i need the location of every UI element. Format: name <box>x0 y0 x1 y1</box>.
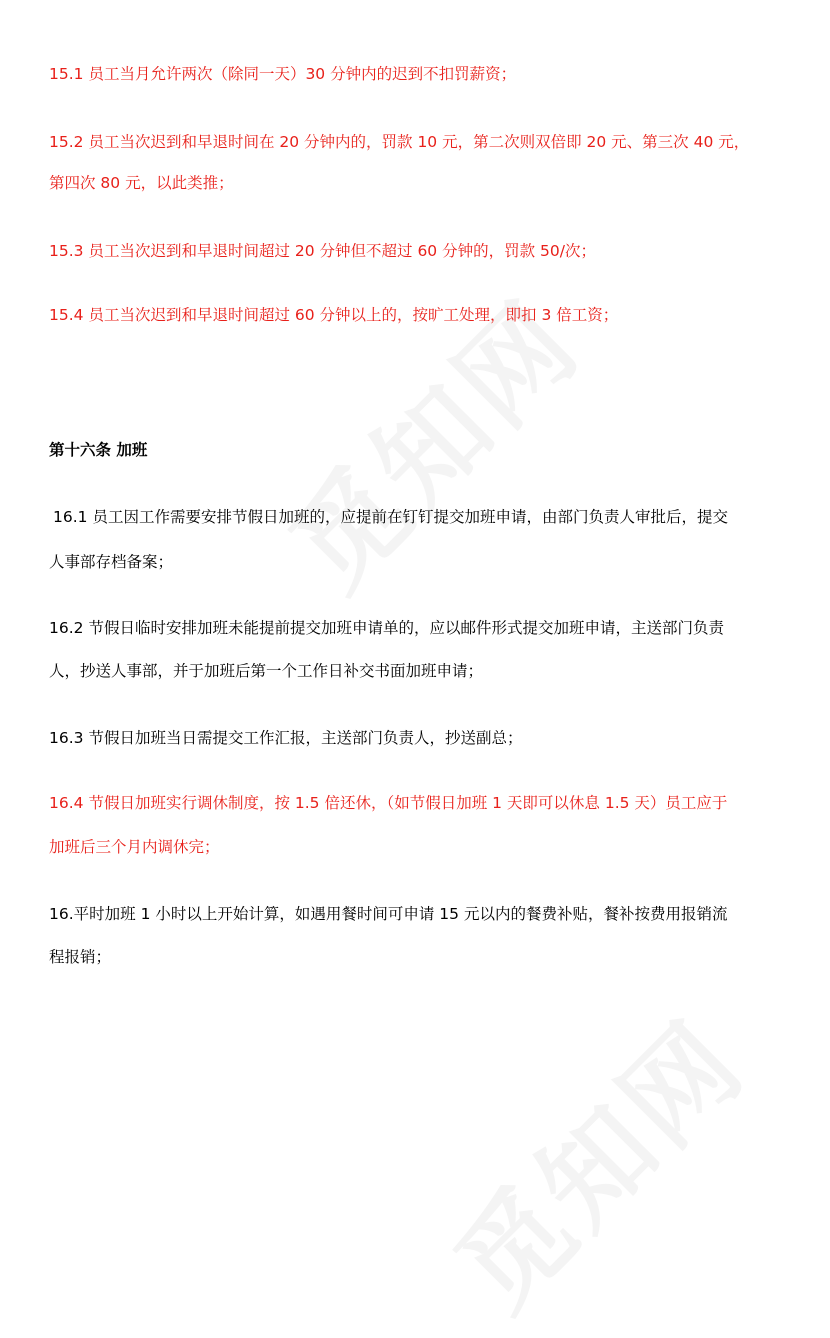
clause-16-4-line2: 加班后三个月内调休完； <box>49 838 220 856</box>
clause-16-3: 16.3 节假日加班当日需提交工作汇报，主送部门负责人，抄送副总； <box>49 729 523 747</box>
clause-15-2-line1: 15.2 员工当次迟到和早退时间在 20 分钟内的，罚款 10 元，第二次则双倍即 20 元、第三次 40 元， <box>49 133 750 151</box>
section-16-heading: 第十六条 加班 <box>49 441 148 459</box>
clause-16-4-line1: 16.4 节假日加班实行调休制度，按 1.5 倍还休，（如节假日加班 1 天即可以休息 1.5 天）员工应于 <box>49 794 728 812</box>
clause-15-4: 15.4 员工当次迟到和早退时间超过 60 分钟以上的，按旷工处理，即扣 3 倍工资； <box>49 306 619 324</box>
clause-16-5-line2: 程报销； <box>49 948 112 966</box>
clause-15-3: 15.3 员工当次迟到和早退时间超过 20 分钟但不超过 60 分钟的，罚款 50/次； <box>49 242 596 260</box>
clause-15-2-line2: 第四次 80 元，以此类推； <box>49 174 234 192</box>
clause-16-1-line1: 16.1 员工因工作需要安排节假日加班的，应提前在钉钉提交加班申请，由部门负责人审批后，提交 <box>53 508 728 526</box>
watermark <box>415 980 773 1338</box>
clause-16-1-line2: 人事部存档备案； <box>49 553 174 571</box>
clause-16-2-line2: 人，抄送人事部，并于加班后第一个工作日补交书面加班申请； <box>49 662 484 680</box>
clause-16-2-line1: 16.2 节假日临时安排加班未能提前提交加班申请单的，应以邮件形式提交加班申请，主送部门负责 <box>49 619 724 637</box>
clause-16-5-line1: 16.平时加班 1 小时以上开始计算，如遇用餐时间可申请 15 元以内的餐费补贴，餐补按费用报销流 <box>49 905 728 923</box>
clause-15-1: 15.1 员工当月允许两次（除同一天）30 分钟内的迟到不扣罚薪资； <box>49 65 517 83</box>
